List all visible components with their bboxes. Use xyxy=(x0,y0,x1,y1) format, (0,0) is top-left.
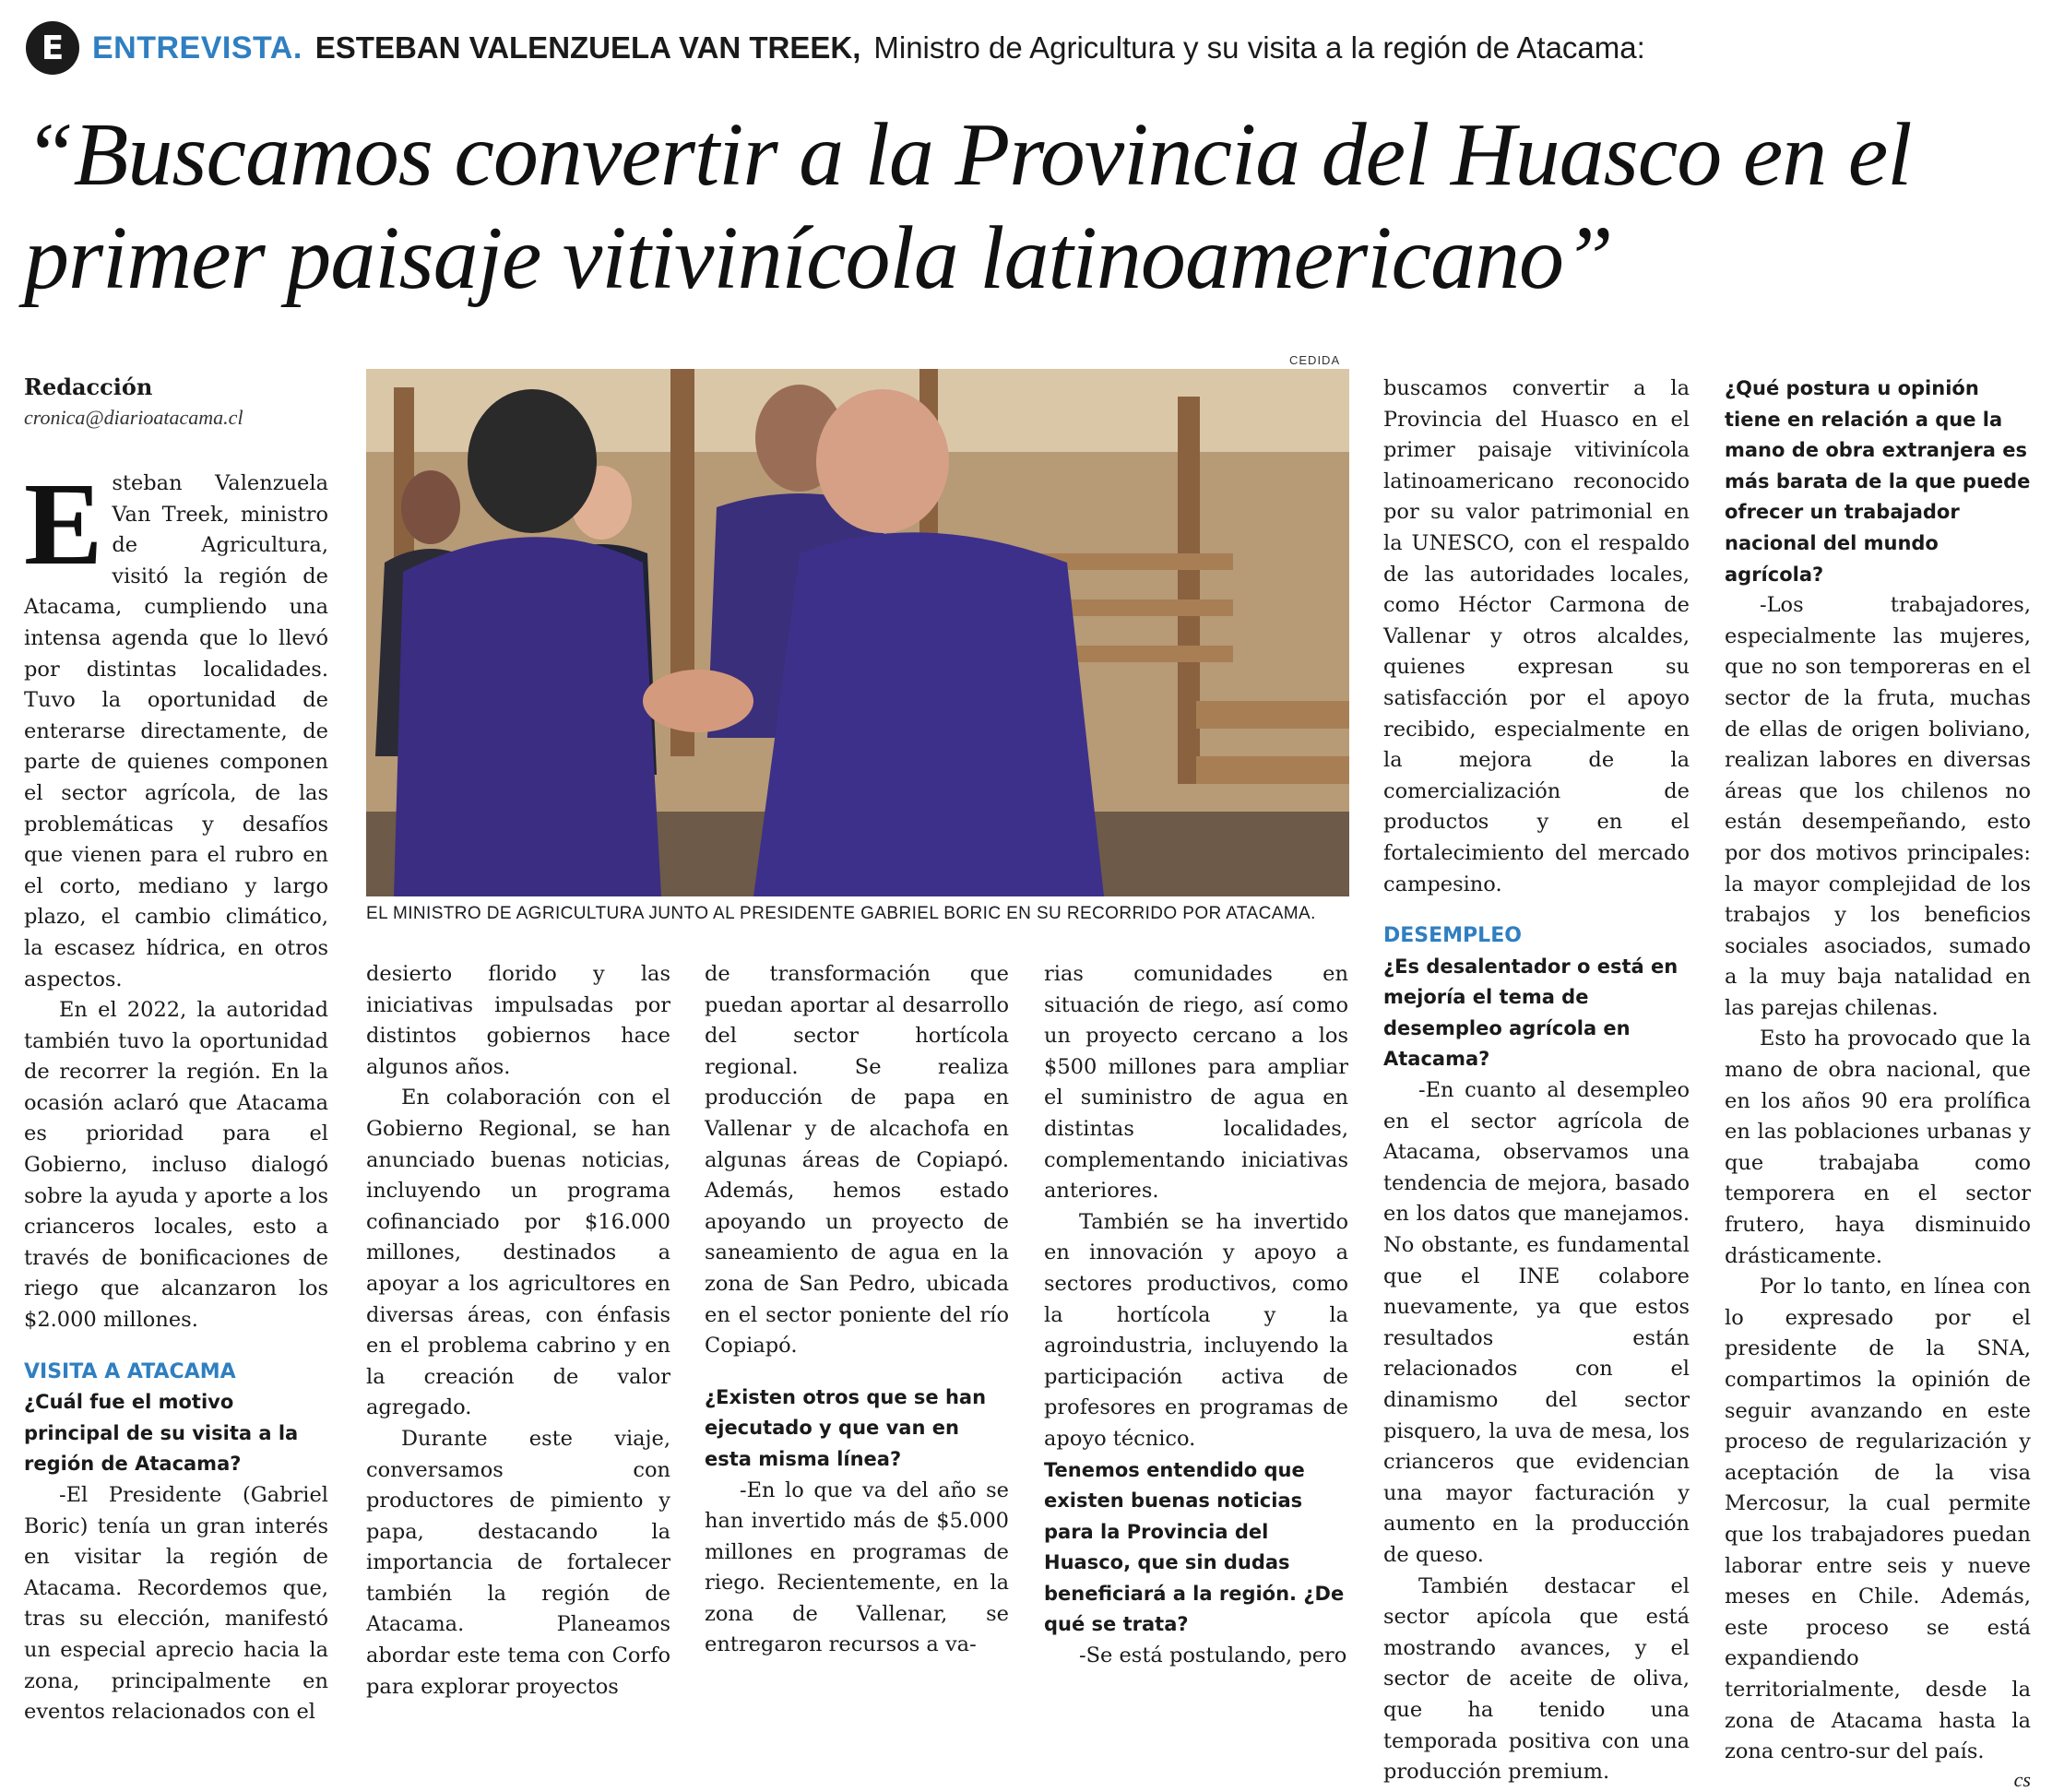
paragraph: buscamos convertir a la Provincia del Huasco en el primer paisaje vitivinícola latinoamericano reconocido por su valor patrimonial en la UNESCO, con el respaldo de las autoridades locales, como Héctor Carmona de Vallenar y otros alcaldes, quienes expresan su satisfacción por el apoyo recibido, especialmente en la mejora de la comercialización de productos y en el fortalecimiento del mercado campesino. xyxy=(1383,376,1690,896)
column-3 xyxy=(705,959,1009,1661)
answer: -Se está postulando, pero xyxy=(1079,1644,1347,1668)
paragraph: En el 2022, la autoridad también tuvo la oportunidad de recorrer la región. En la ocasión aclaró que Atacama es prioridad para el Gobierno, incluso dialogó sobre la ayuda y aporte a los crianceros locales, esto a través de bonificaciones de riego que alcanzaron los $2.000 millones. xyxy=(24,998,328,1333)
question: Tenemos entendido que existen buenas noticias para la Provincia del Huasco, que sin dudas beneficiará a la región. ¿De qué se trata? xyxy=(1044,1458,1345,1636)
lead-paragraph xyxy=(24,458,328,995)
column-1 xyxy=(24,458,328,1728)
paragraph: Esto ha provocado que la mano de obra nacional, que en los años 90 era prolífica en las poblaciones urbanas y que trabajaba como temporera en el sector frutero, haya disminuido drásticamente. xyxy=(1725,1027,2031,1268)
answer: -El Presidente (Gabriel Boric) tenía un gran interés en visitar la región de Atacama. Recordemos que, tras su elección, manifestó un especial aprecio hacia la zona, principalmente en eventos relacionados con el xyxy=(24,1483,328,1725)
lead-text: steban Valenzuela Van Treek, ministro de Agricultura, visitó la región de Atacama, cumpliendo una intensa agenda que lo llevó por distintas localidades. Tuvo la oportunidad de enterarse directamente, de parte de quienes componen el sector agrícola, de las problemáticas y desafíos que vienen para el rubro en el corto, mediano y largo plazo, el cambio climático, la escasez hídrica, en otros aspectos. xyxy=(24,471,328,991)
section-heading: VISITA A ATACAMA xyxy=(24,1359,236,1383)
section-badge: E xyxy=(26,21,79,75)
column-5 xyxy=(1383,374,1690,1788)
paragraph: desierto florido y las iniciativas impulsadas por distintos gobiernos hace algunos años. xyxy=(366,962,670,1079)
paragraph: Durante este viaje, conversamos con productores de pimiento y papa, destacando la importancia de fortalecer también la región de Atacama. Planeamos abordar este tema con Corfo para explorar proyectos xyxy=(366,1426,670,1699)
photo-illustration xyxy=(366,369,1349,896)
drop-cap: E xyxy=(24,458,103,589)
byline-author: Redacción xyxy=(24,374,153,400)
paragraph xyxy=(1725,1272,2031,1791)
photo-caption: EL MINISTRO DE AGRICULTURA JUNTO AL PRESIDENTE GABRIEL BORIC EN SU RECORRIDO POR ATACAMA. xyxy=(366,904,1316,923)
paragraph: rias comunidades en situación de riego, así como un proyecto cercano a los $500 millones para ampliar el suministro de agua en distintas localidades, complementando iniciativas anteriores. xyxy=(1044,962,1348,1204)
interviewee-name: ESTEBAN VALENZUELA VAN TREEK, xyxy=(314,30,861,65)
headline: “Buscamos convertir a la Provincia del Huasco en el primer paisaje vitivinícola latinoamericano” xyxy=(24,105,1912,308)
kicker-description: Ministro de Agricultura y su visita a la región de Atacama: xyxy=(873,30,1645,65)
column-4 xyxy=(1044,959,1348,1672)
answer: -En lo que va del año se han invertido más de $5.000 millones en programas de riego. Recientemente, en la zona de Vallenar, se entregaron recursos a va- xyxy=(705,1478,1009,1657)
article-photo xyxy=(366,369,1349,896)
photo-credit: CEDIDA xyxy=(1289,353,1341,367)
answer: -En cuanto al desempleo en el sector agrícola de Atacama, observamos una tendencia de mejora, basado en los datos que manejamos. No obstante, es fundamental que el INE colabore nuevamente, ya que estos resultados están relacionados con el dinamismo del sector pisquero, la uva de mesa, los crianceros que evidencian una mayor facturación y aumento en la producción de queso. xyxy=(1383,1078,1690,1567)
end-mark: cs xyxy=(2013,1767,2031,1791)
byline-email: cronica@diarioatacama.cl xyxy=(24,406,243,429)
question: ¿Cuál fue el motivo principal de su visita a la región de Atacama? xyxy=(24,1391,299,1476)
question: ¿Qué postura u opinión tiene en relación a que la mano de obra extranjera es más barata de la que puede ofrecer un trabajador nacional del mundo agrícola? xyxy=(1725,377,2031,586)
closing-text: Por lo tanto, en línea con lo expresado por el presidente de la SNA, compartimos la opinión de seguir avanzando en este proceso de regularización y aceptación de la visa Mercosur, la cual permite que los trabajadores puedan laborar entre seis y nueve meses en Chile. Además, este proceso se está expandiendo territorialmente, desde la zona de Atacama hasta la zona centro-sur del país. xyxy=(1725,1275,2031,1764)
paragraph: En colaboración con el Gobierno Regional, se han anunciado buenas noticias, incluyendo un programa cofinanciado por $16.000 millones, destinados a apoyar a los agricultores en diversas áreas, con énfasis en el problema cabrino y en la creación de valor agregado. xyxy=(366,1086,670,1420)
paragraph: de transformación que puedan aportar al desarrollo del sector hortícola regional. Se realiza producción de papa en Vallenar y de alcachofa en algunas áreas de Copiapó. Además, hemos estado apoyando un proyecto de saneamiento de agua en la zona de San Pedro, ubicada en el sector poniente del río Copiapó. xyxy=(705,962,1009,1359)
paragraph: También se ha invertido en innovación y apoyo a sectores productivos, como la hortícola y la agroindustria, incluyendo la participación activa de profesores en programas de apoyo técnico. xyxy=(1044,1209,1348,1451)
kicker-line xyxy=(26,20,2046,76)
paragraph: También destacar el sector apícola que está mostrando avances, y el sector de aceite de oliva, que ha tenido una temporada positiva con una producción premium. xyxy=(1383,1573,1690,1785)
section-heading: DESEMPLEO xyxy=(1383,924,1522,948)
question: ¿Es desalentador o está en mejoría el tema de desempleo agrícola en Atacama? xyxy=(1383,955,1678,1071)
section-tag: ENTREVISTA. xyxy=(92,30,302,65)
column-6 xyxy=(1725,374,2031,1792)
column-2 xyxy=(366,959,670,1703)
question: ¿Existen otros que se han ejecutado y que van en esta misma línea? xyxy=(705,1385,987,1470)
answer: -Los trabajadores, especialmente las mujeres, que no son temporeras en el sector de la fruta, muchas de ellas de origen boliviano, realizan labores en diversas áreas que los chilenos no están desempeñando, esto por dos motivos principales: la mayor complejidad de los trabajos y los beneficios sociales asociados, sumado a la muy baja natalidad en las parejas chilenas. xyxy=(1725,593,2031,1020)
